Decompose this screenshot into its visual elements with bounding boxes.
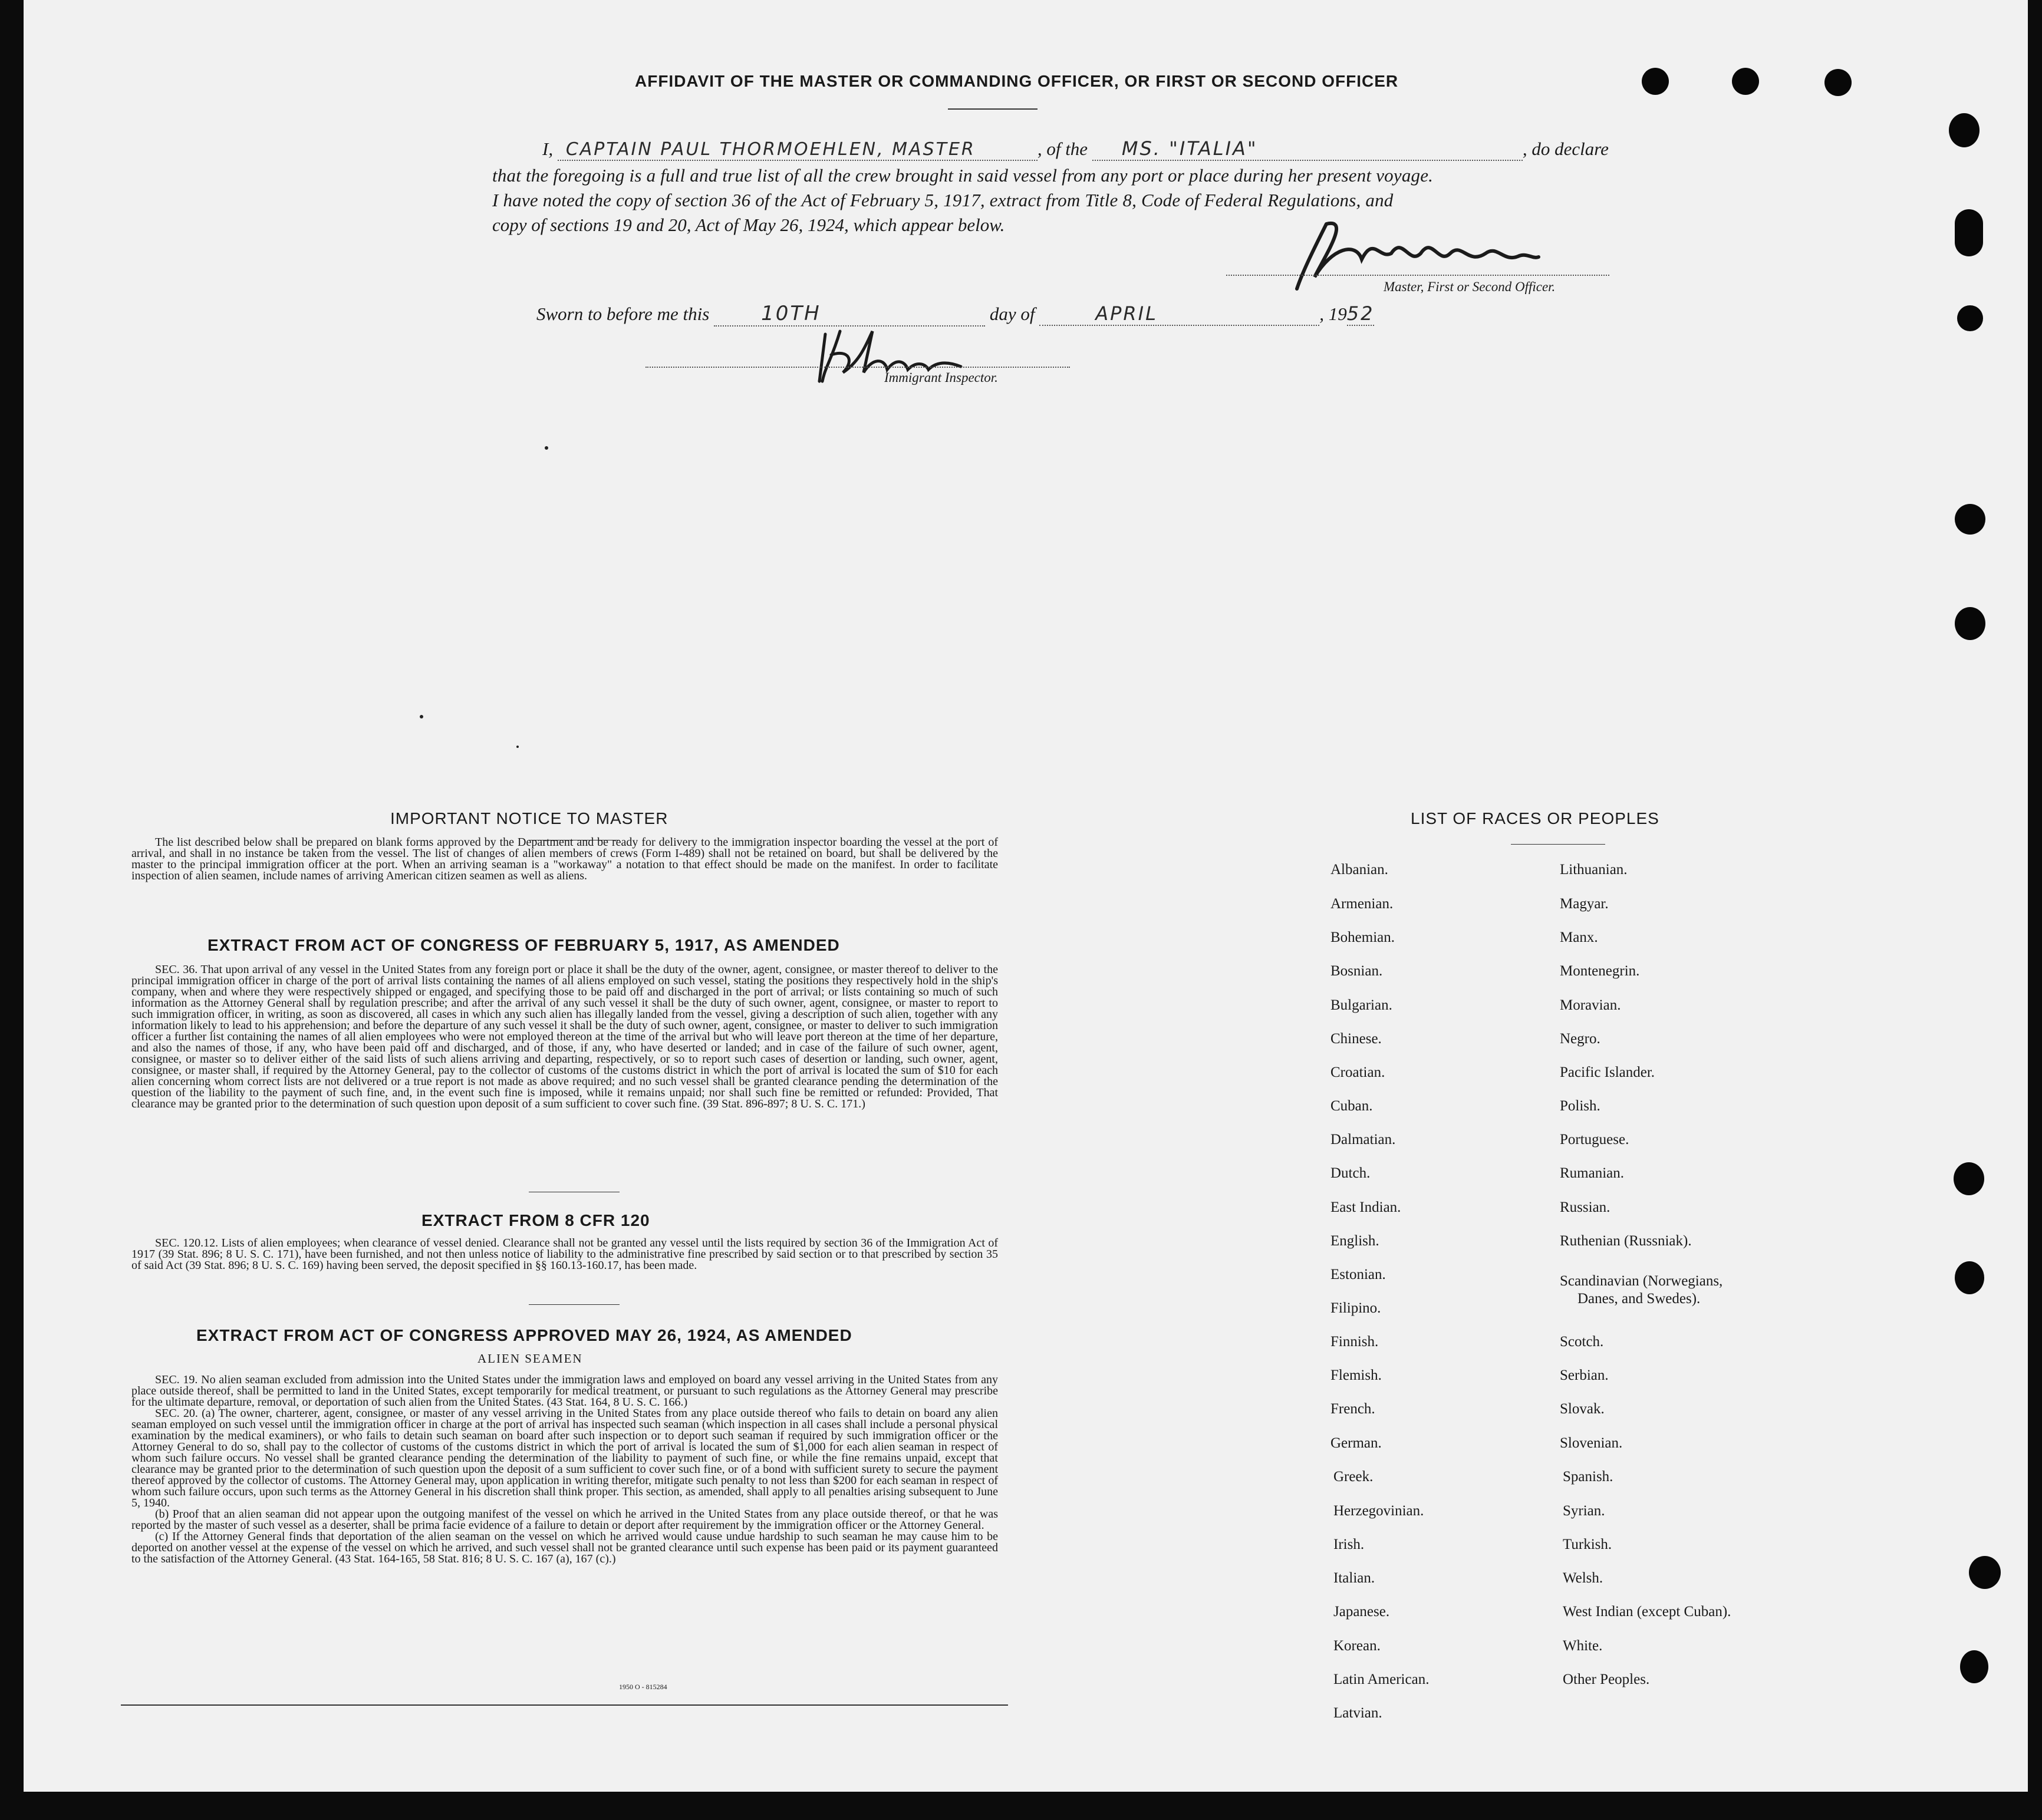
- race-item: West Indian (except Cuban).: [1563, 1604, 1731, 1620]
- stray-mark: [516, 746, 519, 748]
- race-item: Filipino.: [1330, 1300, 1381, 1316]
- races-underline: [1511, 844, 1605, 845]
- extract-1917-title: EXTRACT FROM ACT OF CONGRESS OF FEBRUARY 5, 1917, AS AMENDED: [208, 936, 840, 954]
- year-prefix: , 19: [1319, 304, 1347, 324]
- signature-line: [1226, 275, 1609, 276]
- race-item: Bosnian.: [1330, 963, 1383, 979]
- sworn-line: [536, 302, 1598, 327]
- races-title: LIST OF RACES OR PEOPLES: [1411, 809, 1659, 827]
- inspector-caption: Immigrant Inspector.: [884, 370, 998, 385]
- punch-hole: [1969, 1556, 2001, 1589]
- notice-title: IMPORTANT NOTICE TO MASTER: [390, 809, 668, 827]
- affidavit-title: AFFIDAVIT OF THE MASTER OR COMMANDING OFFICER, OR FIRST OR SECOND OFFICER: [635, 72, 1399, 90]
- race-item: Chinese.: [1330, 1031, 1382, 1047]
- extract-cfr-title: EXTRACT FROM 8 CFR 120: [421, 1211, 650, 1229]
- race-item: Estonian.: [1330, 1267, 1386, 1282]
- punch-hole: [1955, 607, 1985, 640]
- document-page: [24, 0, 2028, 1792]
- race-item: Bohemian.: [1330, 929, 1395, 945]
- section-20c: (c) If the Attorney General finds that deportation of the alien seaman on the vessel on which he arrived would cause undue hardship to such seaman he may cause him to be deported on another vessel at the expense of the vessel on which he arrived, and such vessel shall not be granted clearance until such expense has been paid or its payment guaranteed to the satisfaction of the Attorney General. (43 Stat. 164-165, 58 Stat. 816; 8 U. S. C. 167 (a), 167 (c).): [131, 1530, 998, 1565]
- race-item: Armenian.: [1330, 896, 1394, 912]
- race-item: East Indian.: [1330, 1199, 1401, 1215]
- race-item: Bulgarian.: [1330, 997, 1392, 1013]
- punch-hole: [1642, 68, 1669, 95]
- race-item: Latin American.: [1333, 1671, 1430, 1687]
- race-item: Herzegovinian.: [1333, 1503, 1424, 1519]
- race-item: Other Peoples.: [1563, 1671, 1650, 1687]
- race-item: German.: [1330, 1435, 1382, 1451]
- extract-cfr-body: SEC. 120.12. Lists of alien employees; when clearance of vessel denied. Clearance shall not be granted any vessel until the lists required by section 36 of the Immigration Act of 1917 (39 Stat. 896; 8 U. S. C. 171), have been furnished, and not then unless notice of liability to the administrative fine prescribed by said section or to that prescribed by section 35 of said Act (39 Stat. 896; 8 U. S. C. 169) having been served, the deposit specified in §§ 160.13-160.17, has been made.: [131, 1237, 998, 1272]
- race-item: White.: [1563, 1638, 1603, 1654]
- sworn-prefix: Sworn to before me this: [536, 304, 710, 324]
- race-item: Danes, and Swedes).: [1577, 1291, 1701, 1307]
- affidavit-line-2: that the foregoing is a full and true list of all the crew brought in said vessel from any port or place during her present voyage.: [492, 165, 1434, 186]
- race-item: French.: [1330, 1401, 1375, 1417]
- print-imprint: 1950 O - 815284: [619, 1683, 667, 1691]
- race-item: Cuban.: [1330, 1098, 1373, 1114]
- inspector-signature-line: [645, 367, 1070, 368]
- punch-hole: [1954, 1162, 1984, 1195]
- race-item: Spanish.: [1563, 1469, 1613, 1485]
- race-item: Korean.: [1333, 1638, 1381, 1654]
- race-item: Russian.: [1560, 1199, 1610, 1215]
- race-item: Syrian.: [1563, 1503, 1605, 1519]
- divider: [529, 1304, 620, 1305]
- race-item: Portuguese.: [1560, 1132, 1629, 1148]
- race-item: Greek.: [1333, 1469, 1374, 1485]
- race-item: Pacific Islander.: [1560, 1064, 1655, 1080]
- affidavit-line-4: copy of sections 19 and 20, Act of May 26, 1924, which appear below.: [492, 215, 1005, 235]
- race-item: Latvian.: [1333, 1705, 1382, 1721]
- sworn-year: 52: [1346, 302, 1375, 325]
- race-item: Slovak.: [1560, 1401, 1605, 1417]
- punch-hole: [1960, 1650, 1988, 1683]
- punch-hole: [1955, 1261, 1984, 1294]
- race-item: Montenegrin.: [1560, 963, 1640, 979]
- race-item: Croatian.: [1330, 1064, 1385, 1080]
- race-item: Magyar.: [1560, 896, 1609, 912]
- race-item: Rumanian.: [1560, 1165, 1625, 1181]
- race-item: Welsh.: [1563, 1570, 1603, 1586]
- race-item: Turkish.: [1563, 1537, 1612, 1552]
- race-item: Scandinavian (Norwegians,: [1560, 1273, 1723, 1289]
- punch-hole: [1955, 209, 1983, 256]
- section-20a: SEC. 20. (a) The owner, charterer, agent, consignee, or master of any vessel arriving in the United States from any place outside thereof who fails to detain on board any alien seaman employed on such vessel until the immigration officer in charge at the port of arrival has inspected such seaman (which inspection in all cases shall include a personal physical examination by the medical examiners), or who fails to detain such seaman on board after such inspection or to deport such seaman if required by such immigration officer or the Attorney General to do so, shall pay to the collector of customs of the customs district in which the port of arrival is located the sum of $1,000 for each alien seaman in respect of whom such failure occurs. No vessel shall be granted clearance pending the determination of the liability to payment of such fine, or while the fine remains unpaid, except that clearance may be granted prior to the determination of such question upon the deposit of a sum sufficient to cover such fine, or of a bond with sufficient surety to secure the payment thereof approved by the collector of customs. The Attorney General may, upon application in writing therefor, mitigate such penalty to not less than $200 for each seaman in respect of whom such failure occurs, upon such terms as the Attorney General in his discretion shall think proper. This section, as amended, shall apply to all penalties arising subsequent to June 5, 1940.: [131, 1407, 998, 1509]
- stray-mark: [545, 446, 548, 450]
- of-the-label: , of the: [1037, 139, 1088, 159]
- extract-1924-body: [131, 1374, 998, 1565]
- race-item: Slovenian.: [1560, 1435, 1623, 1451]
- extract-1924-subtitle: ALIEN SEAMEN: [477, 1351, 583, 1366]
- race-item: Polish.: [1560, 1098, 1600, 1114]
- notice-body: The list described below shall be prepared on blank forms approved by the Department and be ready for delivery to the immigration inspector boarding the vessel at the port of arrival, and shall in no instance be taken from the vessel. The list of changes of alien members of crews (Form I-489) shall not be retained on board, but shall be delivered by the master to the principal immigration officer at the port. When an arriving seaman is a "workaway" a notation to that effect should be made on the manifest. In order to facilitate inspection of alien seamen, include names of arriving American citizen seamen as well as aliens.: [131, 836, 998, 882]
- vessel-name: MS. "ITALIA": [1092, 137, 1523, 161]
- punch-hole: [1949, 113, 1980, 147]
- declarant-prefix: I,: [542, 139, 554, 159]
- signature-caption: Master, First or Second Officer.: [1384, 279, 1556, 294]
- punch-hole: [1957, 305, 1983, 331]
- race-item: Ruthenian (Russniak).: [1560, 1233, 1692, 1249]
- section-19: SEC. 19. No alien seaman excluded from admission into the United States under the immigration laws and employed on board any vessel arriving in the United States from any place outside thereof, shall be permitted to land in the United States, except temporarily for medical treatment, or pursuant to such regulations as the Attorney General may prescribe for the ultimate departure, removal, or deportation of such alien from the United States. (43 Stat. 164, 8 U. S. C. 166.): [131, 1373, 998, 1409]
- race-item: Lithuanian.: [1560, 862, 1628, 878]
- punch-hole: [1732, 68, 1759, 95]
- race-item: Scotch.: [1560, 1334, 1604, 1350]
- race-item: Dalmatian.: [1330, 1132, 1396, 1148]
- sworn-month: APRIL: [1039, 302, 1319, 326]
- race-item: Albanian.: [1330, 862, 1388, 878]
- race-item: Negro.: [1560, 1031, 1600, 1047]
- race-item: Japanese.: [1333, 1604, 1390, 1620]
- stray-mark: [420, 715, 423, 718]
- race-item: Flemish.: [1330, 1367, 1382, 1383]
- bottom-rule: [121, 1704, 1008, 1706]
- race-item: Moravian.: [1560, 997, 1621, 1013]
- race-item: Manx.: [1560, 929, 1598, 945]
- race-item: English.: [1330, 1233, 1379, 1249]
- master-name: CAPTAIN PAUL THORMOEHLEN, MASTER: [558, 139, 1038, 161]
- section-20b: (b) Proof that an alien seaman did not appear upon the outgoing manifest of the vessel on which he arrived in the United States from any place outside thereof, or that he was reported by the master of such vessel as a deserter, shall be prima facie evidence of a failure to detain or deport after requirement by the immigration officer or the Attorney General.: [131, 1508, 998, 1532]
- day-of-label: day of: [989, 304, 1035, 324]
- title-underline: [948, 108, 1038, 110]
- affidavit-line-1: [542, 137, 1616, 161]
- race-item: Irish.: [1333, 1537, 1365, 1552]
- do-declare-label: , do declare: [1522, 139, 1609, 159]
- extract-1917-body: SEC. 36. That upon arrival of any vessel in the United States from any foreign port or place it shall be the duty of the owner, agent, consignee, or master thereof to deliver to the principal immigration officer in charge of the port of arrival lists containing the names of all aliens employed on such vessel, stating the positions they respectively hold in the ship's company, when and where they were respectively shipped or engaged, and specifying those to be paid off and discharged in the port of arrival; or lists containing so much of such information as the Attorney General shall by regulation prescribe; and after the arrival of any such vessel it shall be the duty of such owner, agent, consignee, or master to report to such immigration officer, in writing, as soon as discovered, all cases in which any such alien has illegally landed from the vessel, giving a description of such alien, together with any information likely to lead to his apprehension; and before the departure of any such vessel it shall be the duty of such owner, agent, consignee, or master to deliver to such immigration officer a further list containing the names of all alien employees who were not employed thereon at the time of the arrival but who will leave port thereon at the time of her departure, and also the names of those, if any, who have been paid off and discharged, and of those, if any, who have deserted or landed; and in case of the failure of such owner, agent, consignee, or master so to deliver either of the said lists of such aliens arriving and departing, respectively, or so to report such cases of desertion or landing, such owner, agent, consignee, or master shall, if required by the Attorney General, pay to the collector of customs of the customs district in which the port of arrival is located the sum of $10 for each alien concerning whom correct lists are not delivered or a true report is not made as above required; and no such vessel shall be granted clearance pending the determination of the question of the liability to the payment of such fine, and, in the event such fine is imposed, while it remains unpaid; nor shall such fine be remitted or refunded: Provided, That clearance may be granted prior to the determination of such question upon deposit of a sum sufficient to cover such fine. (39 Stat. 896-897; 8 U. S. C. 171.): [131, 963, 998, 1110]
- sworn-day: 10TH: [714, 302, 985, 327]
- race-item: Italian.: [1333, 1570, 1375, 1586]
- punch-hole: [1824, 69, 1852, 96]
- race-item: Finnish.: [1330, 1334, 1379, 1350]
- punch-hole: [1955, 504, 1985, 535]
- affidavit-line-3: I have noted the copy of section 36 of the Act of February 5, 1917, extract from Title 8, Code of Federal Regulations, and: [492, 190, 1394, 210]
- extract-1924-title: EXTRACT FROM ACT OF CONGRESS APPROVED MAY 26, 1924, AS AMENDED: [196, 1326, 852, 1344]
- race-item: Dutch.: [1330, 1165, 1371, 1181]
- race-item: Serbian.: [1560, 1367, 1609, 1383]
